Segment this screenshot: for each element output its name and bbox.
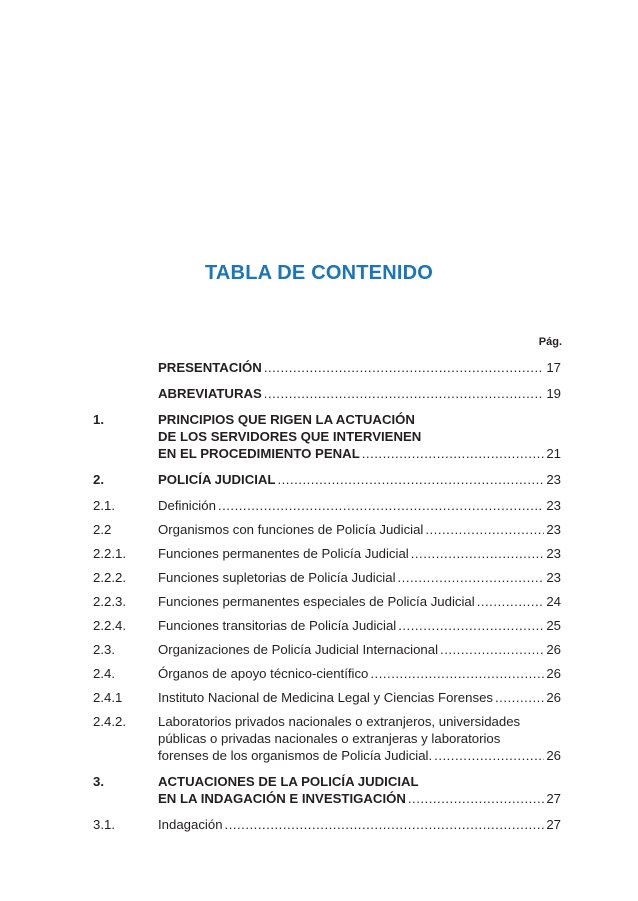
toc-entry-line (158, 730, 561, 747)
toc-entry-number: 2.4.2. (93, 714, 126, 729)
toc-entry-line (158, 428, 561, 445)
toc-entry-line (158, 641, 561, 658)
toc-entry-line (158, 665, 561, 682)
toc-entry-line (158, 617, 561, 634)
toc-entry (93, 385, 561, 402)
toc-entry-page: 26 (546, 690, 561, 705)
toc-entry-body (158, 471, 561, 488)
toc-entry-page: 23 (546, 522, 561, 537)
toc-entry (93, 497, 561, 514)
toc-entry-page: 21 (546, 446, 561, 461)
dot-leader (398, 617, 544, 634)
dot-leader (408, 790, 544, 807)
toc-entry-line (158, 816, 561, 833)
toc-entry-number: 2.2.2. (93, 570, 126, 585)
toc-entry-page: 27 (546, 791, 561, 806)
toc-entry (93, 665, 561, 682)
dot-leader (425, 521, 544, 538)
toc-entry (93, 816, 561, 833)
toc-entry-page: 26 (546, 666, 561, 681)
toc-entry-number: 3.1. (93, 817, 115, 832)
toc-entry-title: ACTUACIONES DE LA POLICÍA JUDICIAL (158, 774, 419, 789)
toc-entry-body (158, 497, 561, 514)
toc-entry-body (158, 641, 561, 658)
dot-leader (218, 497, 544, 514)
toc-entry-page: 27 (546, 817, 561, 832)
toc-entry-body (158, 569, 561, 586)
toc-entry (93, 593, 561, 610)
toc-entry-number: 2.4.1 (93, 690, 123, 705)
toc-entry (93, 641, 561, 658)
toc-entry (93, 773, 561, 807)
dot-leader (370, 665, 544, 682)
toc-entry-title: PRINCIPIOS QUE RIGEN LA ACTUACIÓN (158, 412, 415, 427)
dot-leader (264, 359, 545, 376)
toc-entry-number (93, 359, 158, 376)
dot-leader (434, 747, 544, 764)
toc-entry-number: 2.2.3. (93, 594, 126, 609)
toc-entry-number: 3. (93, 774, 104, 789)
toc-entry (93, 545, 561, 562)
toc-entry-number: 2.3. (93, 642, 115, 657)
toc-entry-page: 26 (546, 642, 561, 657)
toc-entry-body (158, 665, 561, 682)
toc-entry-number: 2.4. (93, 666, 115, 681)
dot-leader (440, 641, 544, 658)
toc-entry-number: 1. (93, 412, 104, 427)
toc-entry-page: 17 (546, 360, 561, 375)
dot-leader (477, 593, 545, 610)
toc-entry-body (158, 816, 561, 833)
toc-entry-title: Organizaciones de Policía Judicial Internacional (158, 642, 439, 657)
toc-entry-title: públicas o privadas nacionales o extranjeras y laboratorios (158, 731, 501, 746)
toc-entry-title: Funciones supletorias de Policía Judicial (158, 570, 396, 585)
toc-entry-title: forenses de los organismos de Policía Judicial. (158, 748, 433, 763)
toc-entry-line (158, 471, 561, 488)
toc-entry (93, 411, 561, 462)
toc-entry-line (158, 385, 561, 402)
toc-entry (93, 359, 561, 376)
toc-entry-body (158, 359, 561, 376)
toc-entry-title: DE LOS SERVIDORES QUE INTERVIENEN (158, 429, 422, 444)
toc-entry-line (158, 359, 561, 376)
toc-entry-body (158, 773, 561, 807)
toc-entry-line (158, 689, 561, 706)
toc-entry-title: EN EL PROCEDIMIENTO PENAL (158, 446, 360, 461)
dot-leader (495, 689, 544, 706)
toc-entry-page: 23 (546, 472, 561, 487)
toc-entry-line (158, 593, 561, 610)
toc-entry-number: 2. (93, 472, 104, 487)
toc-entry-page: 23 (546, 570, 561, 585)
toc-entry-number: 2.2.1. (93, 546, 126, 561)
toc-entry-title: Funciones permanentes especiales de Policía Judicial (158, 594, 475, 609)
toc-entry-body (158, 385, 561, 402)
toc-entry-page: 26 (546, 748, 561, 763)
toc-entry-line (158, 445, 561, 462)
toc-entry-page: 24 (546, 594, 561, 609)
toc-entry-body (158, 411, 561, 462)
toc-entry-title: Funciones permanentes de Policía Judicial (158, 546, 409, 561)
toc-entry-page: 23 (546, 498, 561, 513)
dot-leader (411, 545, 545, 562)
toc-entry-page: 19 (546, 386, 561, 401)
dot-leader (264, 385, 545, 402)
toc-entry (93, 569, 561, 586)
toc-entry-title: Indagación (158, 817, 223, 832)
toc-entry-number: 2.1. (93, 498, 115, 513)
toc-entry-line (158, 521, 561, 538)
toc-entry-title: Funciones transitorias de Policía Judicial (158, 618, 397, 633)
toc-entry-line (158, 497, 561, 514)
toc-entry-line (158, 790, 561, 807)
toc-entry-line (158, 747, 561, 764)
toc-entry-body (158, 617, 561, 634)
toc-entry-body (158, 521, 561, 538)
toc-entry-line (158, 569, 561, 586)
toc-entry (93, 617, 561, 634)
toc-entry-title: PRESENTACIÓN (158, 360, 262, 375)
toc-entry-title: POLICÍA JUDICIAL (158, 472, 276, 487)
toc-entry-body (158, 713, 561, 764)
toc-entry-body (158, 545, 561, 562)
toc-entry-title: Órganos de apoyo técnico-científico (158, 666, 369, 681)
toc-entry (93, 471, 561, 488)
page-column-label: Pág. (538, 336, 562, 348)
toc-entry-title: ABREVIATURAS (158, 386, 262, 401)
dot-leader (225, 816, 545, 833)
toc-entry-line (158, 773, 561, 790)
toc-entry-title: Laboratorios privados nacionales o extranjeros, universidades (158, 714, 521, 729)
toc-entry (93, 689, 561, 706)
toc-entry-line (158, 545, 561, 562)
toc-entry-body (158, 593, 561, 610)
table-of-contents (93, 359, 561, 840)
toc-entry-title: EN LA INDAGACIÓN E INVESTIGACIÓN (158, 791, 406, 806)
toc-entry-title: Organismos con funciones de Policía Judicial (158, 522, 424, 537)
toc-entry-line (158, 411, 561, 428)
toc-entry-line (158, 713, 561, 730)
toc-entry-body (158, 689, 561, 706)
dot-leader (398, 569, 545, 586)
dot-leader (277, 471, 544, 488)
toc-entry-number: 2.2 (93, 522, 112, 537)
page-title: TABLA DE CONTENIDO (204, 262, 434, 284)
toc-entry-title: Instituto Nacional de Medicina Legal y Ciencias Forenses (158, 690, 493, 705)
toc-entry-page: 25 (546, 618, 561, 633)
dot-leader (362, 445, 545, 462)
toc-entry-page: 23 (546, 546, 561, 561)
toc-entry (93, 521, 561, 538)
toc-entry-number: 2.2.4. (93, 618, 126, 633)
toc-entry (93, 713, 561, 764)
toc-entry-title: Definición (158, 498, 216, 513)
toc-entry-number (93, 385, 158, 402)
